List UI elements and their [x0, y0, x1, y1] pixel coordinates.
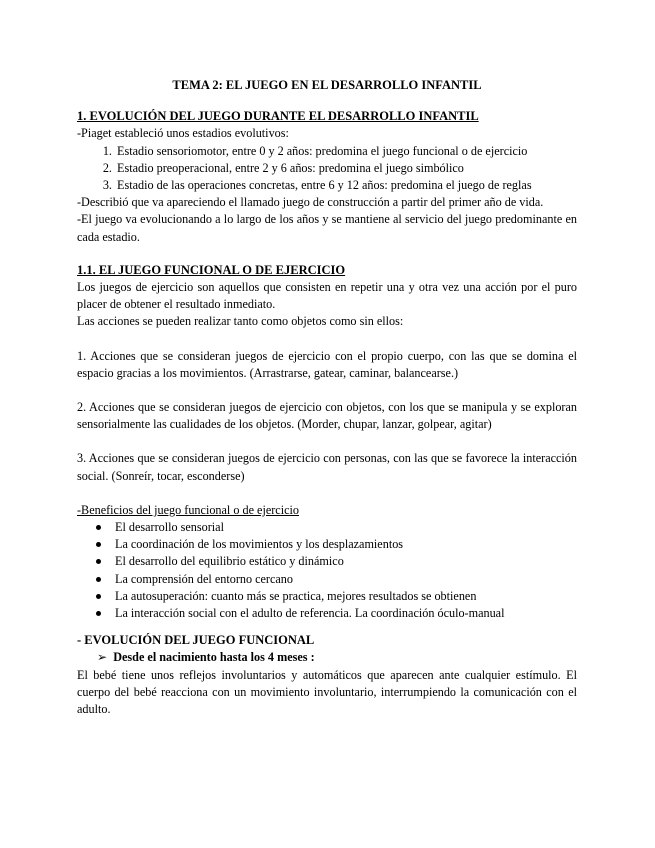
benefit-item — [115, 553, 577, 570]
benefit-text: La interacción social con el adulto de referencia. La coordinación óculo-manual — [115, 606, 505, 621]
benefit-item — [115, 605, 577, 622]
action-3: 3. Acciones que se consideran juegos de ejercicio con personas, con las que se favorece la interacción social. (Sonreír, tocar, esconderse) — [77, 451, 577, 483]
benefits-list — [77, 519, 577, 622]
bullet-icon — [96, 577, 101, 582]
benefit-item — [115, 519, 577, 536]
evolution-text: El bebé tiene unos reflejos involuntarios y automáticos que aparecen ante cualquier estímulo. El cuerpo del bebé reacciona con un movimiento involuntario, interrumpiendo la comunicación con el adulto. — [77, 667, 577, 717]
bullet-icon — [96, 594, 101, 599]
section-1-intro: -Piaget estableció unos estadios evolutivos: — [77, 126, 289, 141]
document-body — [77, 77, 577, 718]
spacer — [77, 382, 577, 399]
bullet-icon — [96, 559, 101, 564]
benefit-text: La autosuperación: cuanto más se practica, mejores resultados se obtienen — [115, 588, 477, 603]
section-1-1-paragraph-1: Los juegos de ejercicio son aquellos que consisten en repetir una y otra vez una acción por el puro placer de obtener el resultado inmediato. — [77, 280, 577, 312]
stages-list — [77, 143, 577, 195]
action-1: 1. Acciones que se consideran juegos de ejercicio con el propio cuerpo, con las que se domina el espacio gracias a los movimientos. (Arrastrarse, gatear, caminar, balancearse.) — [77, 348, 577, 380]
benefits-heading: -Beneficios del juego funcional o de ejercicio — [77, 502, 299, 517]
section-1-note-1: -Describió que va apareciendo el llamado juego de construcción a partir del primer año de vida. — [77, 195, 544, 210]
section-1-1-paragraph-2: Las acciones se pueden realizar tanto como objetos como sin ellos: — [77, 314, 404, 329]
benefit-text: La comprensión del entorno cercano — [115, 571, 293, 586]
spacer — [77, 433, 577, 450]
benefit-text: El desarrollo sensorial — [115, 520, 224, 535]
benefit-text: El desarrollo del equilibrio estático y dinámico — [115, 554, 344, 569]
stage-item: 3. Estadio de las operaciones concretas, entre 6 y 12 años: predomina el juego de reglas — [115, 177, 577, 194]
section-1-heading: 1. EVOLUCIÓN DEL JUEGO DURANTE EL DESARROLLO INFANTIL — [77, 109, 479, 124]
bullet-icon — [96, 611, 101, 616]
benefit-item — [115, 588, 577, 605]
bullet-icon — [96, 542, 101, 547]
benefit-item — [115, 571, 577, 588]
section-1-note-2: -El juego va evolucionando a lo largo de los años y se mantiene al servicio del juego predominante en cada estadio. — [77, 212, 577, 244]
evolution-subheading — [77, 649, 577, 666]
arrow-icon: ➢ — [97, 650, 108, 665]
benefit-text: La coordinación de los movimientos y los desplazamientos — [115, 537, 404, 552]
section-1-1-heading: 1.1. EL JUEGO FUNCIONAL O DE EJERCICIO — [77, 262, 346, 277]
evolution-subheading-text: Desde el nacimiento hasta los 4 meses : — [113, 650, 315, 665]
stage-item: 2. Estadio preoperacional, entre 2 y 6 años: predomina el juego simbólico — [115, 160, 577, 177]
evolution-heading: - EVOLUCIÓN DEL JUEGO FUNCIONAL — [77, 633, 315, 648]
benefit-item — [115, 536, 577, 553]
stage-item: 1. Estadio sensoriomotor, entre 0 y 2 años: predomina el juego funcional o de ejercicio — [115, 143, 577, 160]
action-2: 2. Acciones que se consideran juegos de ejercicio con objetos, con los que se manipula y se exploran sensorialmente las cualidades de los objetos. (Morder, chupar, lanzar, golpear, agitar) — [77, 400, 577, 432]
bullet-icon — [96, 525, 101, 530]
spacer — [77, 331, 577, 348]
spacer — [77, 485, 577, 502]
document-title: TEMA 2: EL JUEGO EN EL DESARROLLO INFANTIL — [172, 78, 482, 92]
